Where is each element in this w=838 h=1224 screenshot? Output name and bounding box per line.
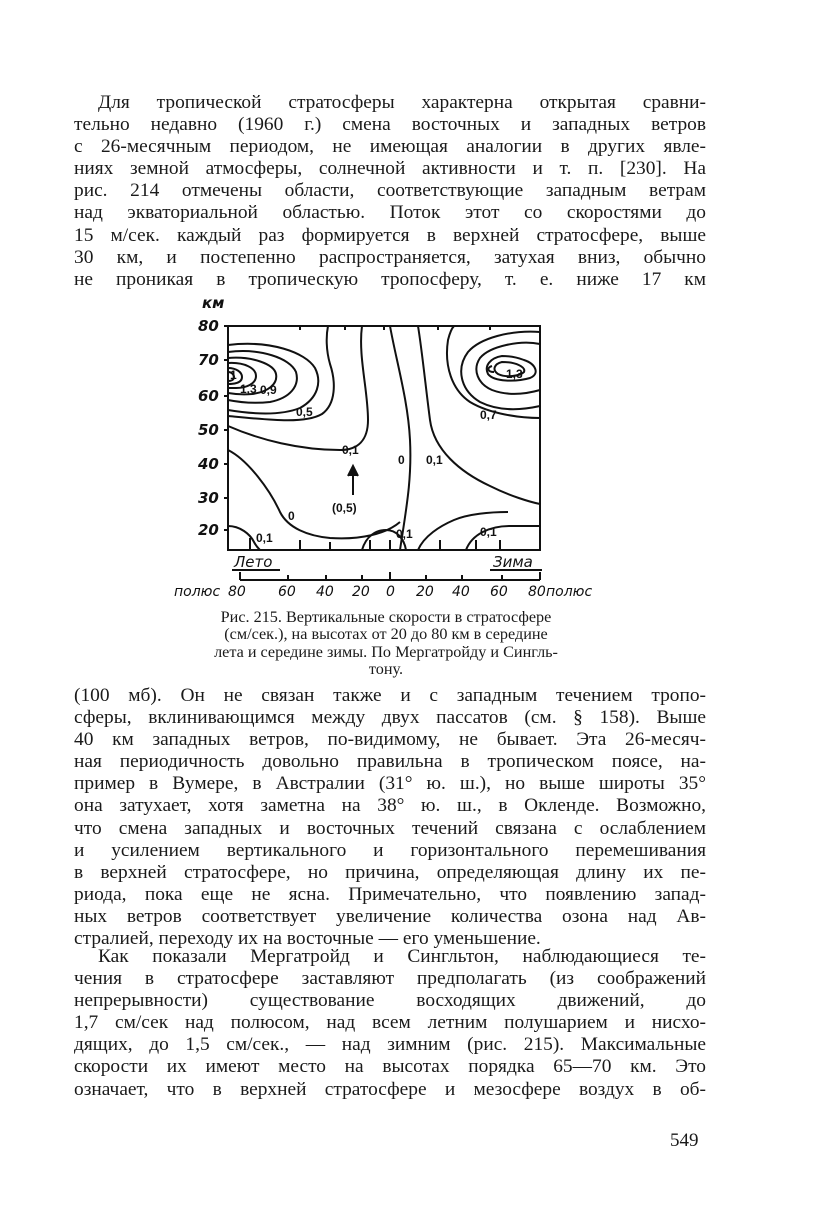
text-line: рис. 214 отмечены области, соответствующие западным ветрам [74, 180, 706, 202]
text-line: с 26-месячным периодом, не имеющая аналогии в других явле- [74, 136, 706, 158]
season-winter: Зима [493, 553, 533, 571]
text-line: ных ветров соответствует увеличение количества озона над Ав- [74, 905, 706, 927]
text-line: что смена западных и восточных течений связана с ослаблением [74, 817, 706, 839]
season-labels [233, 553, 533, 571]
text-line: скорости их имеют место на высотах порядка 65—70 км. Это [74, 1056, 706, 1078]
x-label: 0 [386, 584, 395, 600]
contour-label: 1 [230, 368, 237, 382]
x-label: 40 [316, 584, 334, 600]
y-tick: 70 [198, 351, 219, 369]
text-line: она затухает, хотя заметна на 38° ю. ш., в Окленде. Возможно, [74, 795, 706, 817]
x-label: 20 [352, 584, 370, 600]
y-tick: 60 [198, 387, 219, 405]
contour-label: 0,1 [342, 443, 359, 457]
text-line: Как показали Мергатройд и Сингльтон, наблюдающиеся те- [98, 946, 706, 967]
text-line: означает, что в верхней стратосфере и мезосфере воздух в об- [74, 1078, 706, 1100]
x-axis-scale [232, 570, 542, 580]
text-line: (100 мб). Он не связан также и с западным течением тропо- [74, 685, 706, 706]
x-label: 80 [528, 584, 546, 600]
contour-label: 1,3 [506, 367, 523, 381]
paragraph-intro [74, 92, 706, 291]
figure-caption [175, 609, 597, 679]
text-line: 1,7 см/сек над полюсом, над всем летним полушарием и нисхо- [74, 1012, 706, 1034]
caption-line: тону. [368, 660, 404, 679]
x-label: 60 [278, 584, 296, 600]
text-line: и усилением вертикального и горизонтального перемешивания [74, 839, 706, 861]
contour-label: 0,9 [260, 383, 277, 397]
figure-215 [174, 290, 610, 608]
paragraph-murgatroyd [74, 946, 706, 1101]
paragraph-continuation [74, 685, 706, 950]
contour-label: 0 [398, 453, 405, 467]
y-tick: 30 [198, 489, 219, 507]
contour-label: 0,1 [426, 453, 443, 467]
bottom-arrows [250, 538, 500, 550]
text-line: сферы, вклинивающимся между двух пассатов (см. § 158). Выше [74, 707, 706, 729]
y-axis [197, 294, 224, 539]
text-line: Для тропической стратосферы характерна открытая сравни- [98, 92, 706, 113]
x-axis-labels [174, 584, 592, 600]
y-tick: 40 [198, 455, 219, 473]
text-line: 30 км, и постепенно распространяется, затухая вниз, обычно [74, 246, 706, 268]
x-label-pole-right: полюс [546, 584, 593, 600]
caption-line: Рис. 215. Вертикальные скорости в стратосфере [220, 608, 552, 626]
text-line: ниях земной атмосферы, солнечной активности и т. п. [230]. На [74, 158, 706, 180]
contour-labels [230, 367, 523, 545]
text-line: тельно недавно (1960 г.) смена восточных и западных ветров [74, 114, 706, 136]
text-line: дящих, до 1,5 см/сек., — над зимним (рис. 215). Максимальные [74, 1034, 706, 1056]
caption-line: (см/сек.), на высотах от 20 до 80 км в середине [224, 625, 548, 644]
text-line: 15 м/сек. каждый раз формируется в верхней стратосфере, выше [74, 224, 706, 246]
text-line: ная периодичность довольно правильна в тропическом поясе, на- [74, 751, 706, 773]
x-label: 40 [452, 584, 470, 600]
page-number: 549 [670, 1130, 699, 1151]
contours-left-upper [228, 344, 318, 414]
contour-label: 0,1 [256, 531, 273, 545]
contours-right-upper [447, 326, 540, 418]
contour-label: 0,1 [480, 525, 497, 539]
season-summer: Лето [234, 553, 273, 571]
contour-label: 0,5 [296, 405, 313, 419]
text-line: чения в стратосфере заставляют предполагать (из соображений [74, 968, 706, 990]
text-line: над экваториальной областью. Поток этот со скоростями до [74, 202, 706, 224]
caption-line: лета и середине зимы. По Мергатройду и Сингль- [214, 642, 558, 661]
text-line: риода, пока еще не ясна. Примечательно, что появлению запад- [74, 883, 706, 905]
x-label: 60 [490, 584, 508, 600]
contour-label: 0 [288, 509, 295, 523]
y-tick: 80 [198, 317, 219, 335]
y-tick: 20 [198, 521, 219, 539]
text-line: пример в Вумере, в Австралии (31° ю. ш.), но выше широты 35° [74, 773, 706, 795]
contour-label: 0,7 [480, 408, 497, 422]
contour-label: (0,5) [332, 501, 357, 515]
center-arrow [348, 466, 358, 495]
x-label: 20 [416, 584, 434, 600]
y-unit-label: км [202, 294, 225, 312]
contour-label: 0,1 [396, 527, 413, 541]
y-tick: 50 [198, 421, 219, 439]
x-label-pole-left: полюс [174, 584, 221, 600]
x-label: 80 [228, 584, 246, 600]
contour-label: 1,3 [240, 382, 257, 396]
text-line: не проникая в тропическую тропосферу, т. е. ниже 17 км [74, 268, 706, 290]
text-line: непрерывности) существование восходящих движений, до [74, 990, 706, 1012]
text-line: стралией, переходу их на восточные — его уменьшение. [74, 928, 541, 950]
text-line: в верхней стратосфере, но причина, определяющая длину их пе- [74, 861, 706, 883]
text-line: 40 км западных ветров, по-видимому, не бывает. Эта 26-месяч- [74, 729, 706, 751]
